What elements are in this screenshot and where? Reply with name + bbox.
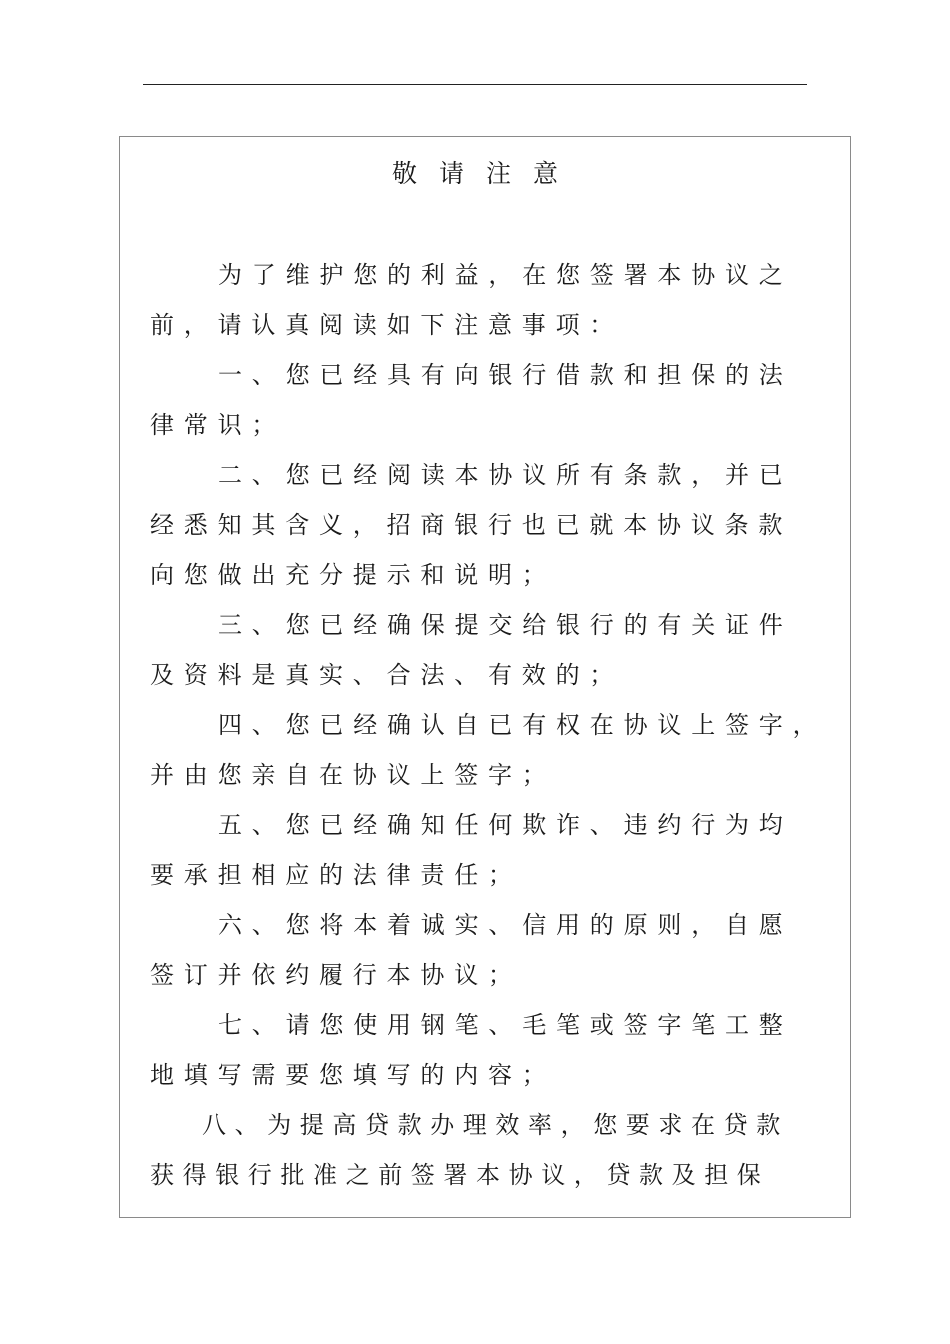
notice-line: 经悉知其含义，招商银行也已就本协议条款: [150, 511, 793, 539]
notice-item-8: 八、为提高贷款办理效率，您要求在贷款: [202, 1111, 789, 1139]
header-rule: [143, 84, 807, 85]
notice-line: 前，请认真阅读如下注意事项：: [150, 311, 624, 339]
notice-item-7: 七、请您使用钢笔、毛笔或签字笔工整: [218, 1011, 793, 1039]
notice-line: 签订并依约履行本协议；: [150, 961, 522, 989]
notice-item-2: 二、您已经阅读本协议所有条款，并已: [218, 461, 793, 489]
notice-item-5: 五、您已经确知任何欺诈、违约行为均: [218, 811, 793, 839]
notice-title: 敬请注意: [391, 159, 580, 188]
notice-line: 为了维护您的利益，在您签署本协议之: [218, 261, 793, 289]
notice-line: 律常识；: [150, 411, 286, 439]
notice-item-3: 三、您已经确保提交给银行的有关证件: [218, 611, 793, 639]
notice-line: 及资料是真实、合法、有效的；: [150, 661, 624, 689]
notice-item-4: 四、您已经确认自已有权在协议上签字，: [218, 711, 827, 739]
notice-line: 获得银行批准之前签署本协议，贷款及担保: [150, 1161, 770, 1189]
notice-line: 要承担相应的法律责任；: [150, 861, 522, 889]
notice-line: 向您做出充分提示和说明；: [150, 561, 556, 589]
notice-item-1: 一、您已经具有向银行借款和担保的法: [218, 361, 793, 389]
notice-item-6: 六、您将本着诚实、信用的原则，自愿: [218, 911, 793, 939]
notice-line: 地填写需要您填写的内容；: [150, 1061, 556, 1089]
notice-line: 并由您亲自在协议上签字；: [150, 761, 556, 789]
